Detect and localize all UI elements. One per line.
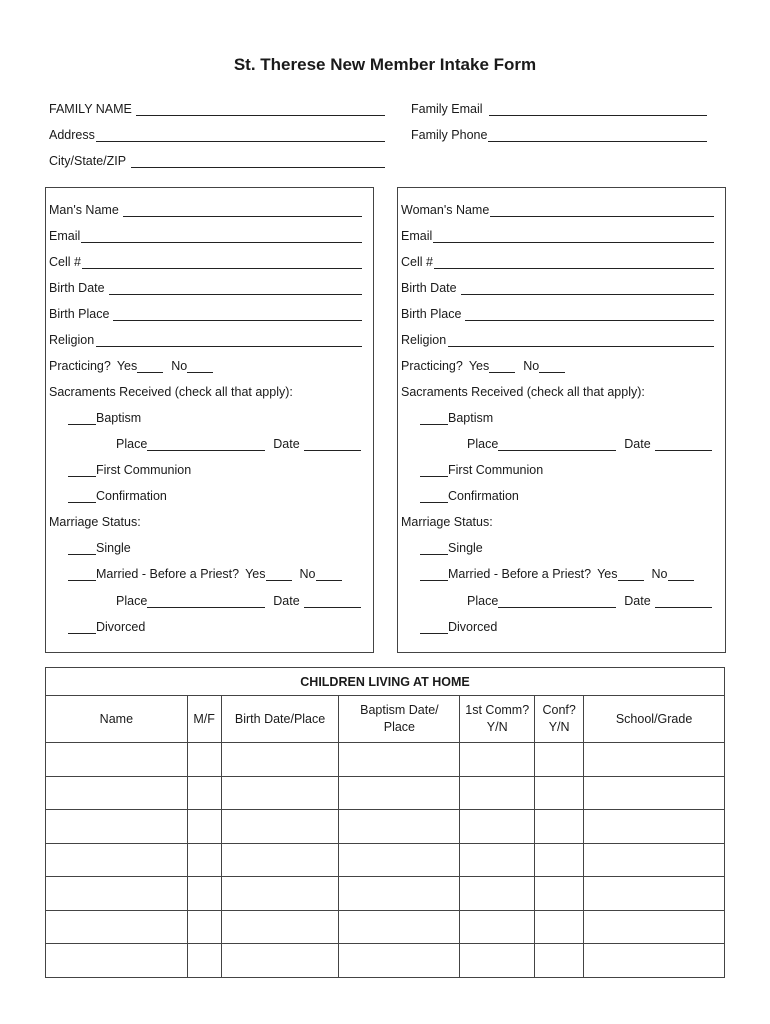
man-marriage-status-label: Marriage Status: — [49, 515, 141, 529]
man-baptism-place-date-row — [116, 435, 361, 451]
woman-email-input[interactable] — [433, 229, 714, 243]
man-name-field[interactable] — [49, 201, 362, 217]
man-practicing-no-blank[interactable] — [187, 359, 213, 373]
city-state-zip-label: City/State/ZIP — [49, 154, 127, 168]
col-name-header: Name — [46, 696, 188, 743]
woman-marriage-place-date-row — [467, 592, 712, 608]
woman-married-yes-label: Yes — [597, 567, 618, 581]
col-baptism-header-line2: Place — [383, 720, 416, 734]
man-baptism-place-input[interactable] — [147, 437, 265, 451]
table-cell[interactable] — [339, 810, 460, 844]
woman-religion-input[interactable] — [448, 333, 714, 347]
table-cell[interactable] — [339, 877, 460, 911]
man-cell-input[interactable] — [82, 255, 362, 269]
woman-birth-place-input[interactable] — [465, 307, 714, 321]
woman-cell-field[interactable] — [401, 253, 714, 269]
woman-baptism-label: Baptism — [448, 411, 494, 425]
table-cell[interactable] — [339, 944, 460, 978]
table-cell[interactable] — [460, 944, 535, 978]
children-table-caption: CHILDREN LIVING AT HOME — [46, 668, 725, 696]
man-cell-field[interactable] — [49, 253, 362, 269]
table-cell[interactable] — [46, 843, 188, 877]
table-cell[interactable] — [460, 743, 535, 777]
family-name-field[interactable] — [49, 100, 385, 116]
table-cell[interactable] — [46, 944, 188, 978]
man-birth-date-input[interactable] — [109, 281, 362, 295]
man-marriage-place-input[interactable] — [147, 594, 265, 608]
man-baptism-place-label: Place — [116, 437, 148, 451]
woman-baptism-date-input[interactable] — [655, 437, 712, 451]
table-cell[interactable] — [460, 877, 535, 911]
man-divorced-check[interactable] — [68, 620, 96, 634]
table-cell[interactable] — [221, 810, 339, 844]
address-input[interactable] — [96, 128, 385, 142]
man-cell-label: Cell # — [49, 255, 81, 269]
man-email-input[interactable] — [81, 229, 362, 243]
man-married-check[interactable] — [68, 567, 96, 581]
woman-religion-label: Religion — [401, 333, 447, 347]
table-cell[interactable] — [460, 910, 535, 944]
table-row — [46, 944, 725, 978]
man-marriage-date-input[interactable] — [304, 594, 361, 608]
woman-divorced-row — [420, 618, 497, 634]
table-cell[interactable] — [221, 776, 339, 810]
man-married-no-blank[interactable] — [316, 567, 342, 581]
table-cell[interactable] — [460, 843, 535, 877]
table-cell[interactable] — [584, 944, 725, 978]
col-first-comm-header-line1: 1st Comm? — [465, 703, 530, 717]
man-birth-place-field[interactable] — [49, 305, 362, 321]
col-baptism-header-line1: Baptism Date/ — [360, 703, 439, 717]
col-conf-header-line2: Y/N — [548, 720, 570, 734]
man-religion-field[interactable] — [49, 331, 362, 347]
table-row — [46, 877, 725, 911]
table-cell[interactable] — [584, 743, 725, 777]
family-name-input[interactable] — [136, 102, 385, 116]
man-marriage-place-date-row — [116, 592, 361, 608]
col-first-comm-header — [460, 696, 535, 743]
woman-baptism-date-label: Date — [624, 437, 651, 451]
col-conf-header — [535, 696, 584, 743]
table-cell[interactable] — [535, 810, 584, 844]
woman-practicing-no-blank[interactable] — [539, 359, 565, 373]
woman-marriage-place-input[interactable] — [498, 594, 616, 608]
woman-baptism-place-date-row — [467, 435, 712, 451]
col-mf-header: M/F — [187, 696, 221, 743]
table-row — [46, 743, 725, 777]
table-row — [46, 843, 725, 877]
woman-first-communion-check[interactable] — [420, 463, 448, 477]
city-state-zip-field[interactable] — [49, 152, 385, 168]
woman-married-row — [420, 565, 694, 581]
table-cell[interactable] — [584, 910, 725, 944]
table-cell[interactable] — [584, 810, 725, 844]
man-marriage-place-label: Place — [116, 594, 148, 608]
woman-name-field[interactable] — [401, 201, 714, 217]
woman-single-check[interactable] — [420, 541, 448, 555]
man-confirmation-label: Confirmation — [96, 489, 167, 503]
table-row — [46, 910, 725, 944]
man-married-row — [68, 565, 342, 581]
table-cell[interactable] — [535, 743, 584, 777]
man-email-label: Email — [49, 229, 81, 243]
woman-divorced-check[interactable] — [420, 620, 448, 634]
woman-practicing-yes-blank[interactable] — [489, 359, 515, 373]
woman-baptism-place-input[interactable] — [498, 437, 616, 451]
col-first-comm-header-line2: Y/N — [486, 720, 508, 734]
man-sacraments-label: Sacraments Received (check all that apply): — [49, 385, 293, 399]
woman-baptism-row — [420, 409, 493, 425]
man-birth-date-field[interactable] — [49, 279, 362, 295]
family-email-input[interactable] — [489, 102, 707, 116]
man-married-yes-label: Yes — [245, 567, 266, 581]
man-baptism-label: Baptism — [96, 411, 142, 425]
woman-married-no-label: No — [651, 567, 668, 581]
table-cell[interactable] — [187, 776, 221, 810]
woman-married-no-blank[interactable] — [668, 567, 694, 581]
woman-divorced-label: Divorced — [448, 620, 498, 634]
woman-married-yes-blank[interactable] — [618, 567, 644, 581]
city-state-zip-input[interactable] — [131, 154, 385, 168]
woman-sacraments-heading — [401, 383, 645, 399]
woman-first-communion-row — [420, 461, 543, 477]
man-practicing-no-label: No — [171, 359, 188, 373]
woman-baptism-check[interactable] — [420, 411, 448, 425]
table-cell[interactable] — [460, 776, 535, 810]
woman-birth-date-field[interactable] — [401, 279, 714, 295]
table-cell[interactable] — [46, 810, 188, 844]
woman-sacraments-label: Sacraments Received (check all that apply): — [401, 385, 645, 399]
children-table-header — [46, 696, 725, 743]
table-cell[interactable] — [535, 910, 584, 944]
man-married-yes-blank[interactable] — [266, 567, 292, 581]
man-married-no-label: No — [299, 567, 316, 581]
man-baptism-check[interactable] — [68, 411, 96, 425]
woman-first-communion-label: First Communion — [448, 463, 544, 477]
table-cell[interactable] — [187, 877, 221, 911]
table-cell[interactable] — [187, 944, 221, 978]
man-single-check[interactable] — [68, 541, 96, 555]
family-name-label: FAMILY NAME — [49, 102, 132, 116]
woman-birth-date-label: Birth Date — [401, 281, 457, 295]
woman-practicing-no-label: No — [523, 359, 540, 373]
man-practicing-label: Practicing? — [49, 359, 111, 373]
table-cell[interactable] — [46, 910, 188, 944]
man-birth-place-input[interactable] — [113, 307, 362, 321]
woman-name-label: Woman's Name — [401, 203, 490, 217]
table-cell[interactable] — [535, 843, 584, 877]
woman-cell-input[interactable] — [434, 255, 714, 269]
man-divorced-label: Divorced — [96, 620, 146, 634]
woman-email-field[interactable] — [401, 227, 714, 243]
table-cell[interactable] — [460, 810, 535, 844]
table-row — [46, 810, 725, 844]
table-cell[interactable] — [535, 877, 584, 911]
man-confirmation-check[interactable] — [68, 489, 96, 503]
man-first-communion-label: First Communion — [96, 463, 192, 477]
man-marriage-heading — [49, 513, 141, 529]
col-conf-header-line1: Conf? — [542, 703, 576, 717]
man-sacraments-heading — [49, 383, 293, 399]
woman-birth-place-field[interactable] — [401, 305, 714, 321]
table-cell[interactable] — [584, 843, 725, 877]
woman-baptism-place-label: Place — [467, 437, 499, 451]
man-first-communion-check[interactable] — [68, 463, 96, 477]
man-birth-place-label: Birth Place — [49, 307, 110, 321]
table-row — [46, 776, 725, 810]
man-single-label: Single — [96, 541, 131, 555]
family-email-label: Family Email — [411, 102, 483, 116]
table-cell[interactable] — [221, 877, 339, 911]
woman-birth-date-input[interactable] — [461, 281, 714, 295]
man-confirmation-row — [68, 487, 167, 503]
table-cell[interactable] — [339, 776, 460, 810]
woman-cell-label: Cell # — [401, 255, 433, 269]
woman-confirmation-label: Confirmation — [448, 489, 519, 503]
man-marriage-date-label: Date — [273, 594, 300, 608]
table-cell[interactable] — [584, 877, 725, 911]
table-cell[interactable] — [187, 910, 221, 944]
man-practicing-yes-label: Yes — [116, 359, 138, 373]
table-cell[interactable] — [339, 743, 460, 777]
woman-single-row — [420, 539, 483, 555]
man-baptism-date-input[interactable] — [304, 437, 361, 451]
woman-marriage-date-input[interactable] — [655, 594, 712, 608]
man-married-label: Married - Before a Priest? — [96, 567, 240, 581]
woman-marriage-date-label: Date — [624, 594, 651, 608]
table-cell[interactable] — [535, 944, 584, 978]
family-email-field[interactable] — [411, 100, 707, 116]
woman-birth-place-label: Birth Place — [401, 307, 462, 321]
table-cell[interactable] — [46, 877, 188, 911]
table-cell[interactable] — [221, 743, 339, 777]
table-cell[interactable] — [535, 776, 584, 810]
table-cell[interactable] — [339, 910, 460, 944]
table-cell[interactable] — [187, 743, 221, 777]
man-first-communion-row — [68, 461, 191, 477]
man-practicing-row — [49, 357, 213, 373]
man-religion-input[interactable] — [96, 333, 362, 347]
col-baptism-header — [339, 696, 460, 743]
man-name-input[interactable] — [123, 203, 362, 217]
woman-religion-field[interactable] — [401, 331, 714, 347]
table-cell[interactable] — [584, 776, 725, 810]
woman-single-label: Single — [448, 541, 483, 555]
col-birth-header: Birth Date/Place — [221, 696, 339, 743]
man-divorced-row — [68, 618, 145, 634]
family-phone-label: Family Phone — [411, 128, 488, 142]
family-phone-field[interactable] — [411, 126, 707, 142]
table-cell[interactable] — [339, 843, 460, 877]
woman-married-check[interactable] — [420, 567, 448, 581]
woman-marriage-place-label: Place — [467, 594, 499, 608]
table-cell[interactable] — [46, 776, 188, 810]
table-cell[interactable] — [187, 843, 221, 877]
woman-confirmation-check[interactable] — [420, 489, 448, 503]
form-title: St. Therese New Member Intake Form — [233, 55, 537, 74]
family-phone-input[interactable] — [488, 128, 707, 142]
man-practicing-yes-blank[interactable] — [137, 359, 163, 373]
man-baptism-date-label: Date — [273, 437, 300, 451]
woman-marriage-heading — [401, 513, 493, 529]
woman-email-label: Email — [401, 229, 433, 243]
woman-practicing-label: Practicing? — [401, 359, 463, 373]
man-birth-date-label: Birth Date — [49, 281, 105, 295]
man-email-field[interactable] — [49, 227, 362, 243]
woman-name-input[interactable] — [490, 203, 714, 217]
table-cell[interactable] — [221, 910, 339, 944]
woman-confirmation-row — [420, 487, 519, 503]
table-cell[interactable] — [221, 843, 339, 877]
table-cell[interactable] — [46, 743, 188, 777]
man-single-row — [68, 539, 131, 555]
man-religion-label: Religion — [49, 333, 95, 347]
children-table — [45, 667, 725, 978]
woman-marriage-status-label: Marriage Status: — [401, 515, 493, 529]
address-label: Address — [49, 128, 95, 142]
address-field[interactable] — [49, 126, 385, 142]
man-baptism-row — [68, 409, 141, 425]
table-cell[interactable] — [221, 944, 339, 978]
woman-practicing-row — [401, 357, 565, 373]
col-school-header: School/Grade — [584, 696, 725, 743]
table-cell[interactable] — [187, 810, 221, 844]
woman-practicing-yes-label: Yes — [468, 359, 490, 373]
man-name-label: Man's Name — [49, 203, 119, 217]
woman-married-label: Married - Before a Priest? — [448, 567, 592, 581]
